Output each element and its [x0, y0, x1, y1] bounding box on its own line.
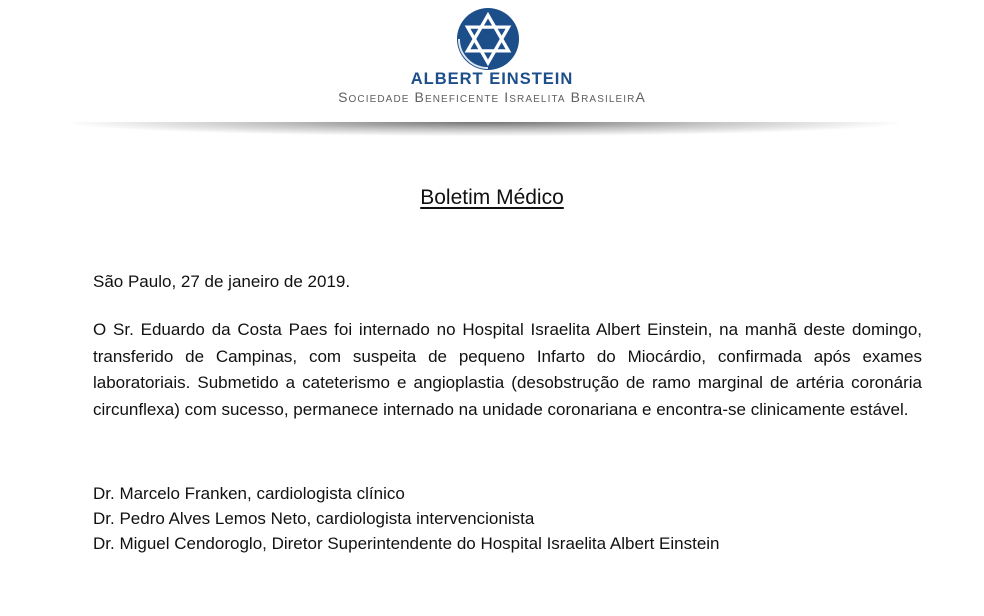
signature-line: Dr. Miguel Cendoroglo, Diretor Superintendente do Hospital Israelita Albert Einstein: [93, 534, 720, 553]
body-paragraph: O Sr. Eduardo da Costa Paes foi internado no Hospital Israelita Albert Einstein, na manhã deste domingo, transferido de Campinas, com suspeita de pequeno Infarto do Miocárdio, confirmada após exames laboratoriais. Submetido a cateterismo e angioplastia (desobstrução de ramo marginal de artéria coronária circunflexa) com sucesso, permanece internado na unidade coronariana e encontra-se clinicamente estável.: [93, 320, 922, 419]
date-line: São Paulo, 27 de janeiro de 2019.: [93, 272, 351, 291]
header-divider-shadow: [70, 122, 900, 136]
document-title: Boletim Médico: [420, 186, 564, 209]
signature-list: [93, 481, 953, 556]
letterhead: [0, 0, 984, 140]
org-subtitle: Sociedade Beneficente Israelita BrasileirA: [338, 89, 646, 105]
signature-line: Dr. Pedro Alves Lemos Neto, cardiologista intervencionista: [93, 509, 535, 528]
star-of-david-logo-icon: [455, 6, 521, 72]
org-name: ALBERT EINSTEIN: [410, 70, 574, 88]
signature-line: Dr. Marcelo Franken, cardiologista clínico: [93, 484, 405, 503]
